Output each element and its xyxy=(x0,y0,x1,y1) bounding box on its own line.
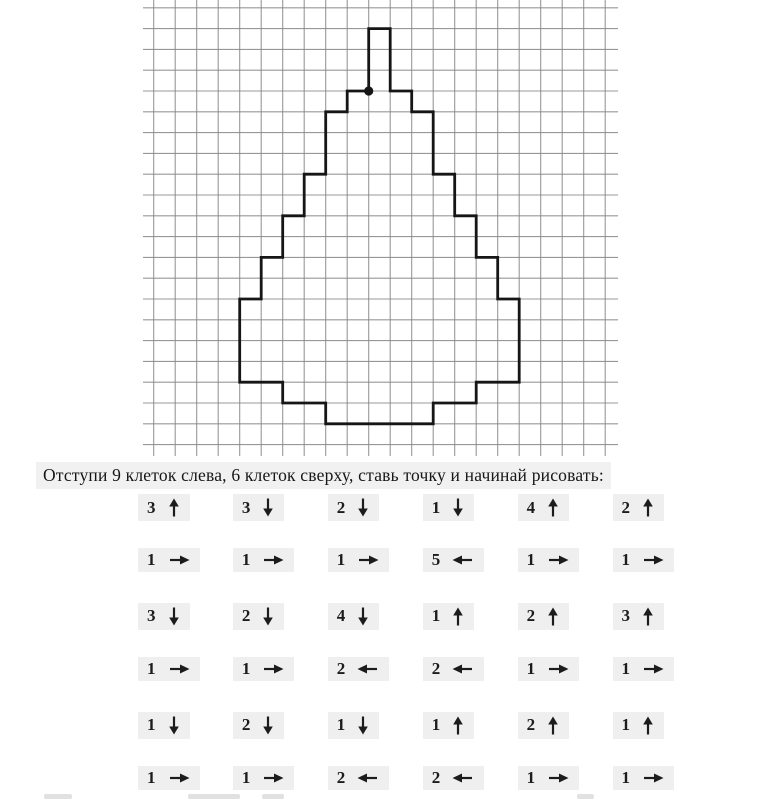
dictation-step-cell xyxy=(233,766,295,790)
dictation-step-cell xyxy=(613,657,675,681)
step-count: 2 xyxy=(526,606,536,626)
arrow-right-icon xyxy=(261,553,285,567)
dictation-step-cell xyxy=(328,712,380,739)
arrow-right-icon xyxy=(641,662,665,676)
dictation-step-cell xyxy=(233,712,285,739)
step-count: 1 xyxy=(526,768,536,787)
step-count: 2 xyxy=(621,497,630,517)
arrow-up-icon xyxy=(546,497,560,518)
dictation-step-cell xyxy=(328,657,390,681)
step-count: 1 xyxy=(621,715,630,735)
step-count: 1 xyxy=(431,497,441,517)
step-count: 1 xyxy=(336,715,346,735)
arrow-right-icon xyxy=(167,662,191,676)
dictation-step-cell xyxy=(233,603,285,630)
cropped-text-fragment xyxy=(577,794,594,799)
dictation-step-cell xyxy=(423,766,485,790)
step-count: 3 xyxy=(241,497,251,517)
dictation-step-cell xyxy=(613,548,675,572)
dictation-step-cell xyxy=(233,657,295,681)
step-count: 1 xyxy=(621,550,630,570)
dictation-step-cell xyxy=(518,657,580,681)
arrow-left-icon xyxy=(356,662,380,676)
step-count: 2 xyxy=(336,768,346,787)
arrow-right-icon xyxy=(641,771,665,785)
dictation-step-cell xyxy=(138,657,200,681)
arrow-down-icon xyxy=(261,715,275,736)
arrow-right-icon xyxy=(641,553,665,567)
arrow-up-icon xyxy=(641,606,655,627)
dictation-step-cell xyxy=(233,494,285,521)
arrow-down-icon xyxy=(356,606,370,627)
dictation-step-cell xyxy=(613,603,665,630)
step-count: 2 xyxy=(526,715,536,735)
dictation-step-cell xyxy=(423,548,485,572)
arrow-right-icon xyxy=(546,771,570,785)
step-count: 2 xyxy=(241,715,251,735)
arrow-left-icon xyxy=(451,662,475,676)
arrow-right-icon xyxy=(356,553,380,567)
arrow-right-icon xyxy=(546,553,570,567)
dictation-step-cell xyxy=(518,766,580,790)
dictation-step-cell xyxy=(138,766,200,790)
dictation-step-cell xyxy=(423,603,475,630)
step-count: 2 xyxy=(336,659,346,679)
arrow-down-icon xyxy=(356,715,370,736)
dictation-step-cell xyxy=(138,548,200,572)
dictation-step-cell xyxy=(518,712,570,739)
step-count: 1 xyxy=(147,715,156,735)
dictation-step-cell xyxy=(613,494,665,521)
dictation-step-cell xyxy=(138,712,190,739)
arrow-down-icon xyxy=(167,606,181,627)
cropped-text-fragment xyxy=(262,794,284,799)
arrow-up-icon xyxy=(451,715,465,736)
dictation-step-cell xyxy=(613,712,665,739)
arrow-up-icon xyxy=(451,606,465,627)
step-count: 4 xyxy=(526,497,536,517)
arrow-left-icon xyxy=(451,553,475,567)
step-count: 1 xyxy=(621,659,630,679)
step-count: 2 xyxy=(431,768,441,787)
dictation-step-cell xyxy=(328,548,390,572)
arrow-up-icon xyxy=(167,497,181,518)
arrow-left-icon xyxy=(451,771,475,785)
dictation-step-cell xyxy=(613,766,675,790)
dictation-step-cell xyxy=(423,657,485,681)
step-count: 1 xyxy=(526,550,536,570)
arrow-right-icon xyxy=(167,771,191,785)
arrow-up-icon xyxy=(546,715,560,736)
dictation-step-cell xyxy=(518,548,580,572)
step-count: 1 xyxy=(336,550,346,570)
dictation-step-cell xyxy=(518,603,570,630)
dictation-step-cell xyxy=(328,766,390,790)
dictation-step-cell xyxy=(518,494,570,521)
cropped-text-fragment xyxy=(44,794,72,799)
step-count: 1 xyxy=(241,659,251,679)
arrow-down-icon xyxy=(356,497,370,518)
step-count: 1 xyxy=(147,550,156,570)
step-count: 1 xyxy=(241,550,251,570)
pear-figure-outline xyxy=(240,29,520,424)
step-count: 3 xyxy=(147,497,156,517)
step-count: 2 xyxy=(431,659,441,679)
arrow-right-icon xyxy=(167,553,191,567)
dictation-step-cell xyxy=(423,712,475,739)
step-count: 1 xyxy=(147,768,156,787)
dictation-step-cell xyxy=(423,494,475,521)
step-count: 1 xyxy=(431,606,441,626)
step-count: 3 xyxy=(621,606,630,626)
arrow-up-icon xyxy=(641,497,655,518)
step-count: 1 xyxy=(431,715,441,735)
dictation-step-cell xyxy=(328,494,380,521)
step-count: 5 xyxy=(431,550,441,570)
cropped-text-fragment xyxy=(188,794,240,799)
arrow-up-icon xyxy=(546,606,560,627)
dictation-step-cell xyxy=(138,603,190,630)
arrow-right-icon xyxy=(261,662,285,676)
start-point-dot xyxy=(364,86,373,95)
step-count: 1 xyxy=(241,768,251,787)
arrow-down-icon xyxy=(451,497,465,518)
step-count: 4 xyxy=(336,606,346,626)
dictation-step-cell xyxy=(138,494,190,521)
step-count: 1 xyxy=(147,659,156,679)
dictation-step-cell xyxy=(233,548,295,572)
arrow-down-icon xyxy=(167,715,181,736)
step-count: 1 xyxy=(526,659,536,679)
arrow-down-icon xyxy=(261,606,275,627)
arrow-up-icon xyxy=(641,715,655,736)
arrow-left-icon xyxy=(356,771,380,785)
step-count: 3 xyxy=(147,606,156,626)
step-count: 2 xyxy=(336,497,346,517)
dictation-step-cell xyxy=(328,603,380,630)
step-count: 1 xyxy=(621,768,630,787)
step-count: 2 xyxy=(241,606,251,626)
arrow-right-icon xyxy=(261,771,285,785)
dictation-instruction-text: Отступи 9 клеток слева, 6 клеток сверху, ставь точку и начинай рисовать: xyxy=(36,462,611,489)
arrow-down-icon xyxy=(261,497,275,518)
arrow-right-icon xyxy=(546,662,570,676)
